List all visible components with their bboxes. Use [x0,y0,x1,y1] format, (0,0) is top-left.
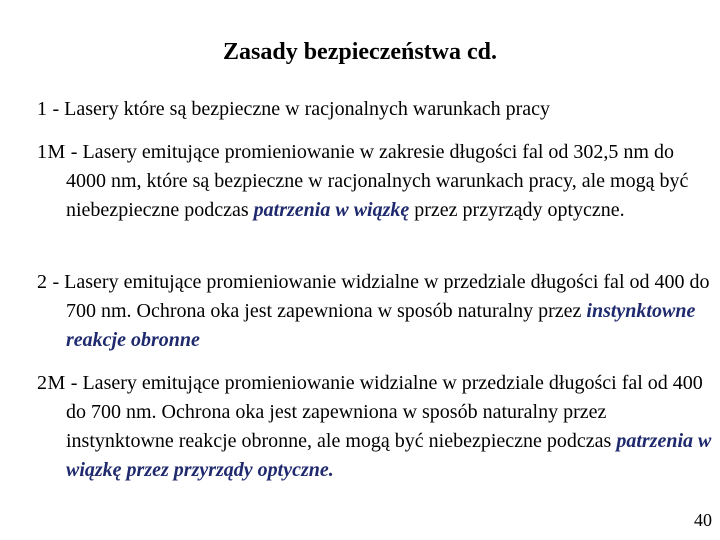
slide-title: Zasady bezpieczeństwa cd. [223,39,497,65]
separator: - [65,372,83,394]
separator: - [47,98,65,120]
paragraph-text-end: przez przyrządy optyczne. [409,199,625,221]
laser-class-1m-paragraph [37,138,716,225]
laser-class-2-paragraph [37,268,716,355]
page-number: 40 [694,510,712,530]
emphasized-text: patrzenia w wiązkę [253,199,410,221]
class-code: 1 [37,98,48,120]
separator: - [47,271,65,293]
laser-class-1-paragraph [37,95,716,124]
paragraph-text: Lasery które są bezpieczne w racjonalnych warunkach pracy [64,98,551,120]
paragraph-text: Lasery emitujące promieniowanie widzialne w przedziale długości fal od 400 do 700 nm. Ochrona oka jest zapewniona w sposób naturalny przez [64,271,710,322]
class-code: 2 [37,271,48,293]
separator: - [65,141,83,163]
paragraph-text: Lasery emitujące promieniowanie widzialne w przedziale długości fal od 400 do 700 nm. Ochrona oka jest zapewniona w sposób naturalny przez instynktowne reakcje obronne, ale mogą być niebezpieczne podczas [66,372,703,452]
emphasized-text: instynktowne reakcje obronne [66,300,696,351]
laser-class-2m-paragraph [37,369,716,485]
emphasized-text: patrzenia w wiązkę przez przyrządy optyczne. [66,430,712,481]
paragraph-text: Lasery emitujące promieniowanie w zakresie długości fal od 302,5 nm do 4000 nm, które są bezpieczne w racjonalnych warunkach pracy, ale mogą być niebezpieczne podczas [66,141,689,221]
class-code: 1M [37,141,66,163]
class-code: 2M [37,372,66,394]
